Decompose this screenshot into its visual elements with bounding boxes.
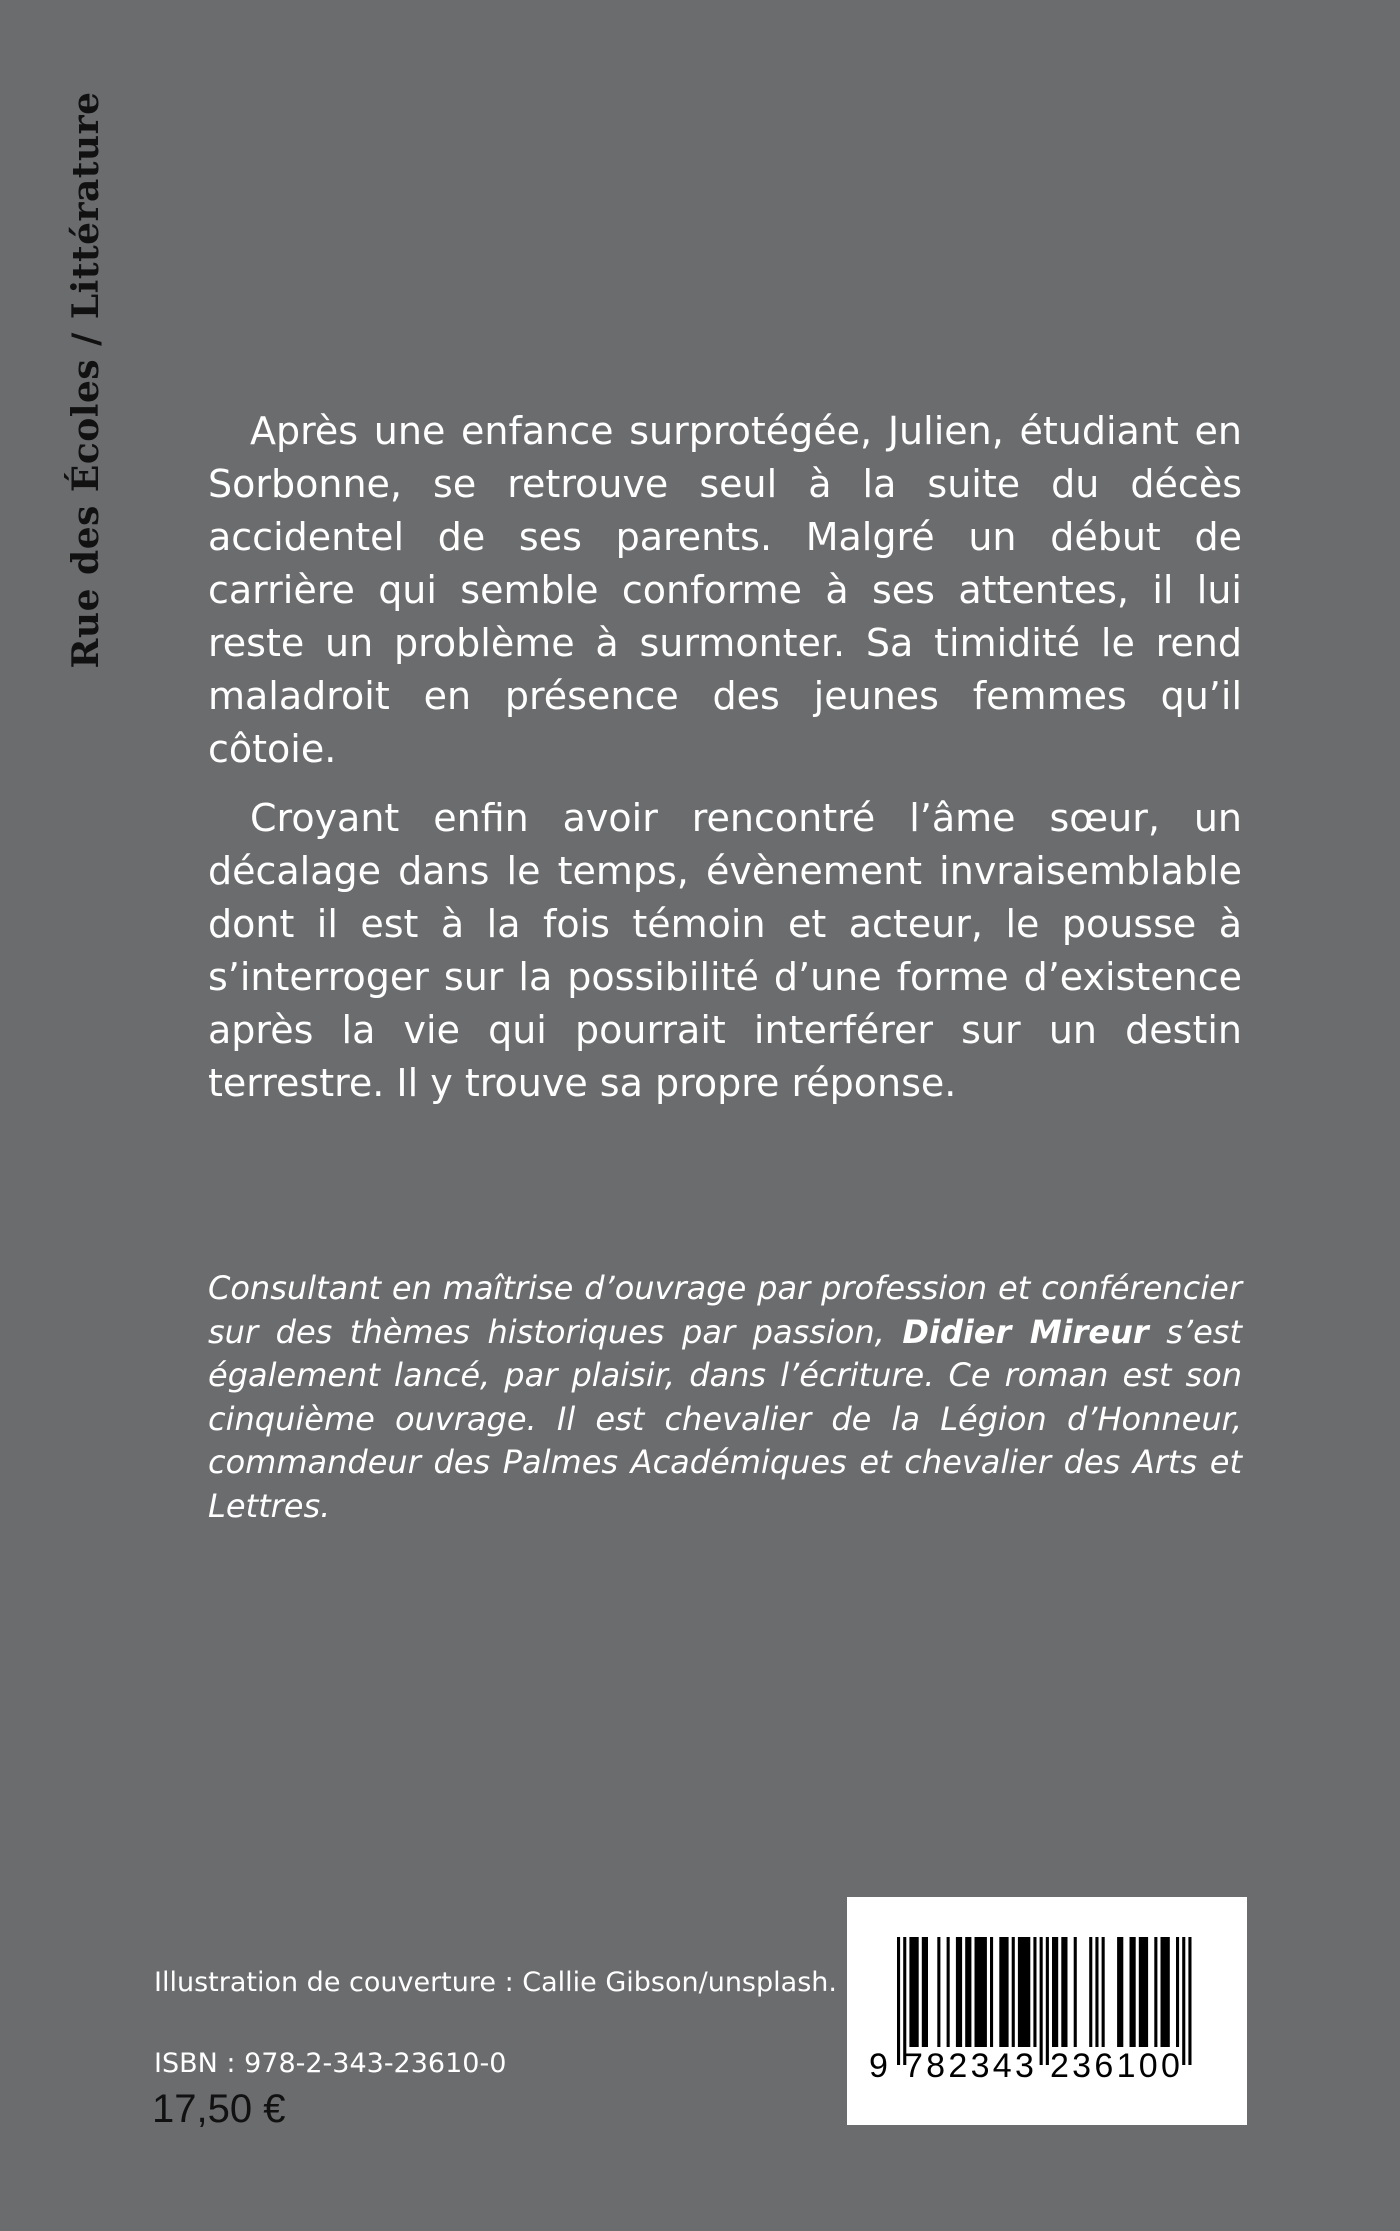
barcode-digits: 9 782343 236100 [869,2047,1184,2085]
barcode-bar [1074,1937,1077,2047]
barcode-bar [1089,1937,1092,2047]
barcode-bar [1102,1937,1105,2047]
barcode [847,1897,1247,2125]
barcode-bar [937,1937,940,2047]
barcode-bar [1176,1937,1179,2047]
barcode-bar [947,1937,950,2047]
barcode-bar [990,1937,993,2047]
barcode-bar [1161,1937,1170,2047]
cover-illustration-credit: Illustration de couverture : Callie Gibson/unsplash. [154,1967,837,1998]
spine-series-title: Rue des Écoles / Littérature [65,91,107,669]
author-bio-intro: Consultant en maîtrise d’ouvrage par profession et conférencier sur des thèmes historiques par passion, [208,1269,1242,1351]
barcode-bar [1012,1937,1015,2047]
barcode-bar [903,1937,906,2065]
barcode-bar [909,1937,918,2047]
barcode-bar [975,1937,987,2047]
barcode-bar [1188,1937,1191,2065]
barcode-bar [1182,1937,1185,2065]
author-bio-rest: s’est également lancé, par plaisir, dans l’écriture. Ce roman est son cinquième ouvrage. Il est chevalier de la Légion d’Honneur, commandeur des Palmes Académiques et chevalier des Arts et Lettres. [208,1312,1243,1525]
barcode-bar [956,1937,962,2047]
barcode-bars [847,1897,1247,2125]
price-label: 17,50 € [152,2087,286,2131]
barcode-bar [922,1937,928,2047]
barcode-bar [1052,1937,1058,2047]
isbn-label: ISBN : 978-2-343-23610-0 [154,2048,507,2079]
barcode-bar [1117,1937,1123,2047]
barcode-bar [897,1937,900,2065]
author-name: Didier Mireur [902,1312,1149,1351]
barcode-bar [1033,1937,1036,2047]
barcode-bar [1154,1937,1157,2047]
barcode-bar [965,1937,971,2047]
barcode-bar [1046,1937,1049,2065]
barcode-bar [1139,1937,1148,2047]
barcode-bar [1130,1937,1136,2047]
author-bio [208,1267,1242,1528]
barcode-bar [1040,1937,1043,2065]
summary-paragraph-1: Après une enfance surprotégée, Julien, étudiant en Sorbonne, se retrouve seul à la suite du décès accidentel de ses parents. Malgré un début de carrière qui semble conforme à ses attentes, il lui reste un problème à surmonter. Sa timidité le rend maladroit en présence des jeunes femmes qu’il côtoie. [208,409,1242,771]
barcode-bar [1018,1937,1030,2047]
book-summary [208,405,1242,1126]
barcode-bar [1061,1937,1067,2047]
barcode-bar [1095,1937,1098,2047]
barcode-bar [999,1937,1008,2047]
summary-paragraph-2: Croyant enfin avoir rencontré l’âme sœur, un décalage dans le temps, évènement invraisemblable dont il est à la fois témoin et acteur, le pousse à s’interroger sur la possibilité d’une forme d’existence après la vie qui pourrait interférer sur un destin terrestre. Il y trouve sa propre réponse. [208,796,1242,1105]
